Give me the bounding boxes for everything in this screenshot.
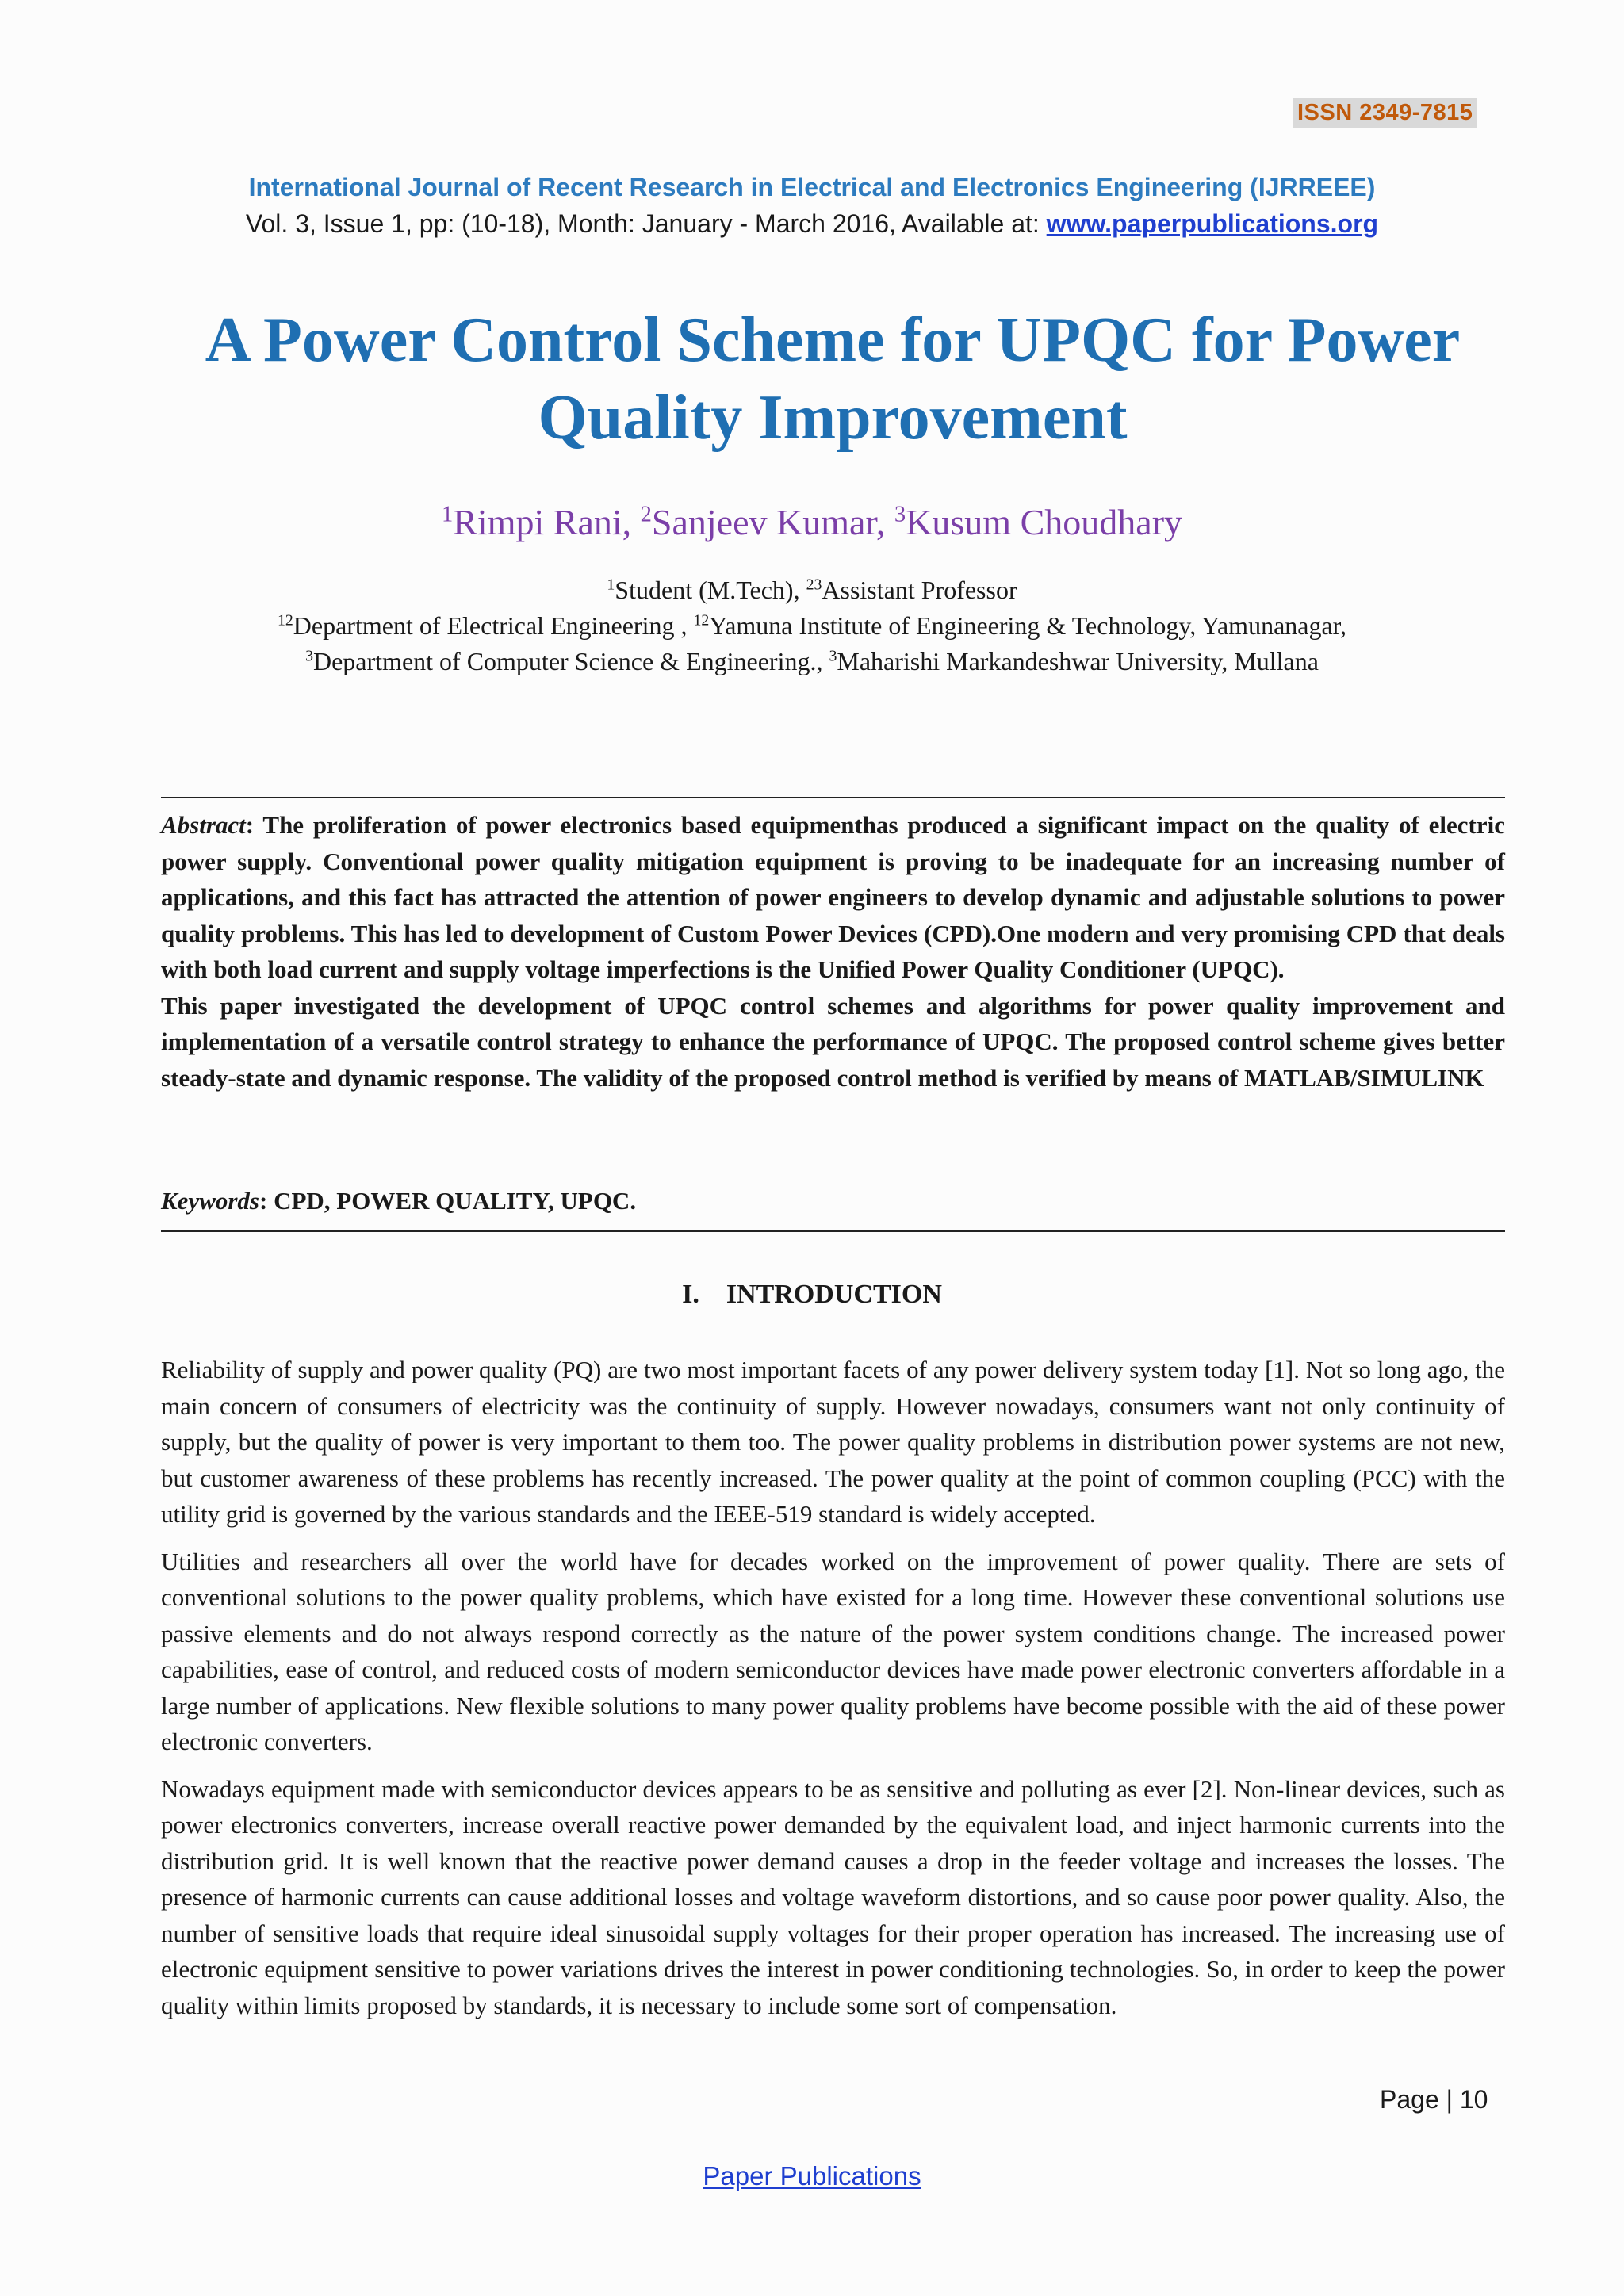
abstract-label: Abstract [161, 811, 246, 839]
affiliation-line-1 [0, 576, 1624, 605]
journal-meta-text: Vol. 3, Issue 1, pp: (10-18), Month: January - March 2016, Available at: [245, 209, 1047, 238]
affiliation-text: Yamuna Institute of Engineering & Technology, Yamunanagar, [709, 611, 1347, 640]
paper-title-line-2: Quality Improvement [538, 383, 1128, 453]
keywords-text: : CPD, POWER QUALITY, UPQC. [259, 1187, 637, 1215]
section-title: INTRODUCTION [726, 1280, 942, 1309]
body-text [161, 1352, 1505, 2034]
abstract-text-1: : The proliferation of power electronics based equipmenthas produced a significant impact on the quality of electric power supply. Conventional power quality mitigation equipment is proving to be inadequate for an increasing number of applications, and this fact has attracted the attention of power engineers to develop dynamic and adjustable solutions to power quality problems. This has led to development of Custom Power Devices (CPD).One modern and very promising CPD that deals with both load current and supply voltage imperfections is the Unified Power Quality Conditioner (UPQC). [161, 811, 1505, 983]
keywords [161, 1187, 1505, 1215]
author-2-sup: 2 [640, 502, 652, 527]
affiliation-text: Student (M.Tech), [615, 576, 806, 604]
author-3-sup: 3 [894, 502, 906, 527]
journal-meta [0, 209, 1624, 239]
affiliation-sup: 1 [607, 576, 615, 594]
author-2: Sanjeev Kumar, [651, 502, 894, 542]
affiliation-sup: 3 [829, 647, 837, 665]
affiliation-line-3 [0, 647, 1624, 676]
author-3: Kusum Choudhary [906, 502, 1183, 542]
affiliation-text: Department of Electrical Engineering , [293, 611, 694, 640]
paper-title-line-1: A Power Control Scheme for UPQC for Power [205, 305, 1461, 375]
abstract [161, 807, 1505, 1096]
body-paragraph-2: Utilities and researchers all over the world have for decades worked on the improvement of power quality. There are sets of conventional solutions to the power quality problems, which have existed for a long time. However these conventional solutions use passive elements and do not always respond correctly as the nature of the power system conditions change. The increased power capabilities, ease of control, and reduced costs of modern semiconductor devices have made power electronic converters affordable in a large number of applications. New flexible solutions to many power quality problems have become possible with the aid of these power electronic converters. [161, 1547, 1505, 1755]
section-number: I. [682, 1280, 699, 1309]
affiliation-line-2 [0, 611, 1624, 641]
page-number: Page | 10 [1380, 2085, 1488, 2114]
abstract-paragraph-1 [161, 807, 1505, 988]
author-list [0, 501, 1624, 543]
keywords-label: Keywords [161, 1187, 259, 1215]
author-1: Rimpi Rani, [453, 502, 641, 542]
journal-link[interactable]: www.paperpublications.org [1046, 209, 1379, 238]
affiliation-text: Department of Computer Science & Engineering., [312, 647, 829, 675]
affiliation-sup: 12 [693, 611, 710, 629]
affiliation-sup: 23 [806, 576, 822, 594]
publisher-link[interactable]: Paper Publications [703, 2161, 921, 2191]
affiliation-text: Maharishi Markandeshwar University, Mullana [837, 647, 1319, 675]
body-paragraph-3: Nowadays equipment made with semiconductor devices appears to be as sensitive and polluting as ever [2]. Non-linear devices, such as power electronics converters, increase overall reactive power demanded by the equivalent load, and inject harmonic currents into the distribution grid. It is well known that the reactive power demand causes a drop in the feeder voltage and increases the losses. The presence of harmonic currents can cause additional losses and voltage waveform distortions, and so cause poor power quality. Also, the number of sensitive loads that require ideal sinusoidal supply voltages for their proper operation has increased. The increasing use of electronic equipment sensitive to power variations drives the interest in power conditioning technologies. So, in order to keep the power quality within limits proposed by standards, it is necessary to include some sort of compensation. [161, 1774, 1505, 2019]
abstract-bottom-rule [161, 1230, 1505, 1232]
journal-name: International Journal of Recent Research in Electrical and Electronics Engineering (IJRREEE) [248, 173, 1376, 201]
affiliation-sup: 12 [277, 611, 293, 629]
affiliation-sup: 3 [305, 647, 313, 665]
abstract-top-rule [161, 797, 1505, 798]
paper-title [95, 301, 1570, 457]
body-paragraph-1: Reliability of supply and power quality (PQ) are two most important facets of any power delivery system today [1]. Not so long ago, the main concern of consumers of electricity was the continuity of supply. However nowadays, consumers want not only continuity of supply, but the quality of power is very important to them too. The power quality problems in distribution power systems are not new, but customer awareness of these problems has recently increased. The power quality at the point of common coupling (PCC) with the utility grid is governed by the various standards and the IEEE-519 standard is widely accepted. [161, 1356, 1505, 1528]
section-heading [0, 1280, 1624, 1310]
abstract-paragraph-2: This paper investigated the development of UPQC control schemes and algorithms for power quality improvement and implementation of a versatile control strategy to enhance the performance of UPQC. The proposed control scheme gives better steady-state and dynamic response. The validity of the proposed control method is verified by means of MATLAB/SIMULINK [161, 991, 1505, 1092]
issn-badge: ISSN 2349-7815 [1293, 98, 1477, 128]
affiliation-text: Assistant Professor [822, 576, 1017, 604]
author-1-sup: 1 [441, 502, 454, 527]
